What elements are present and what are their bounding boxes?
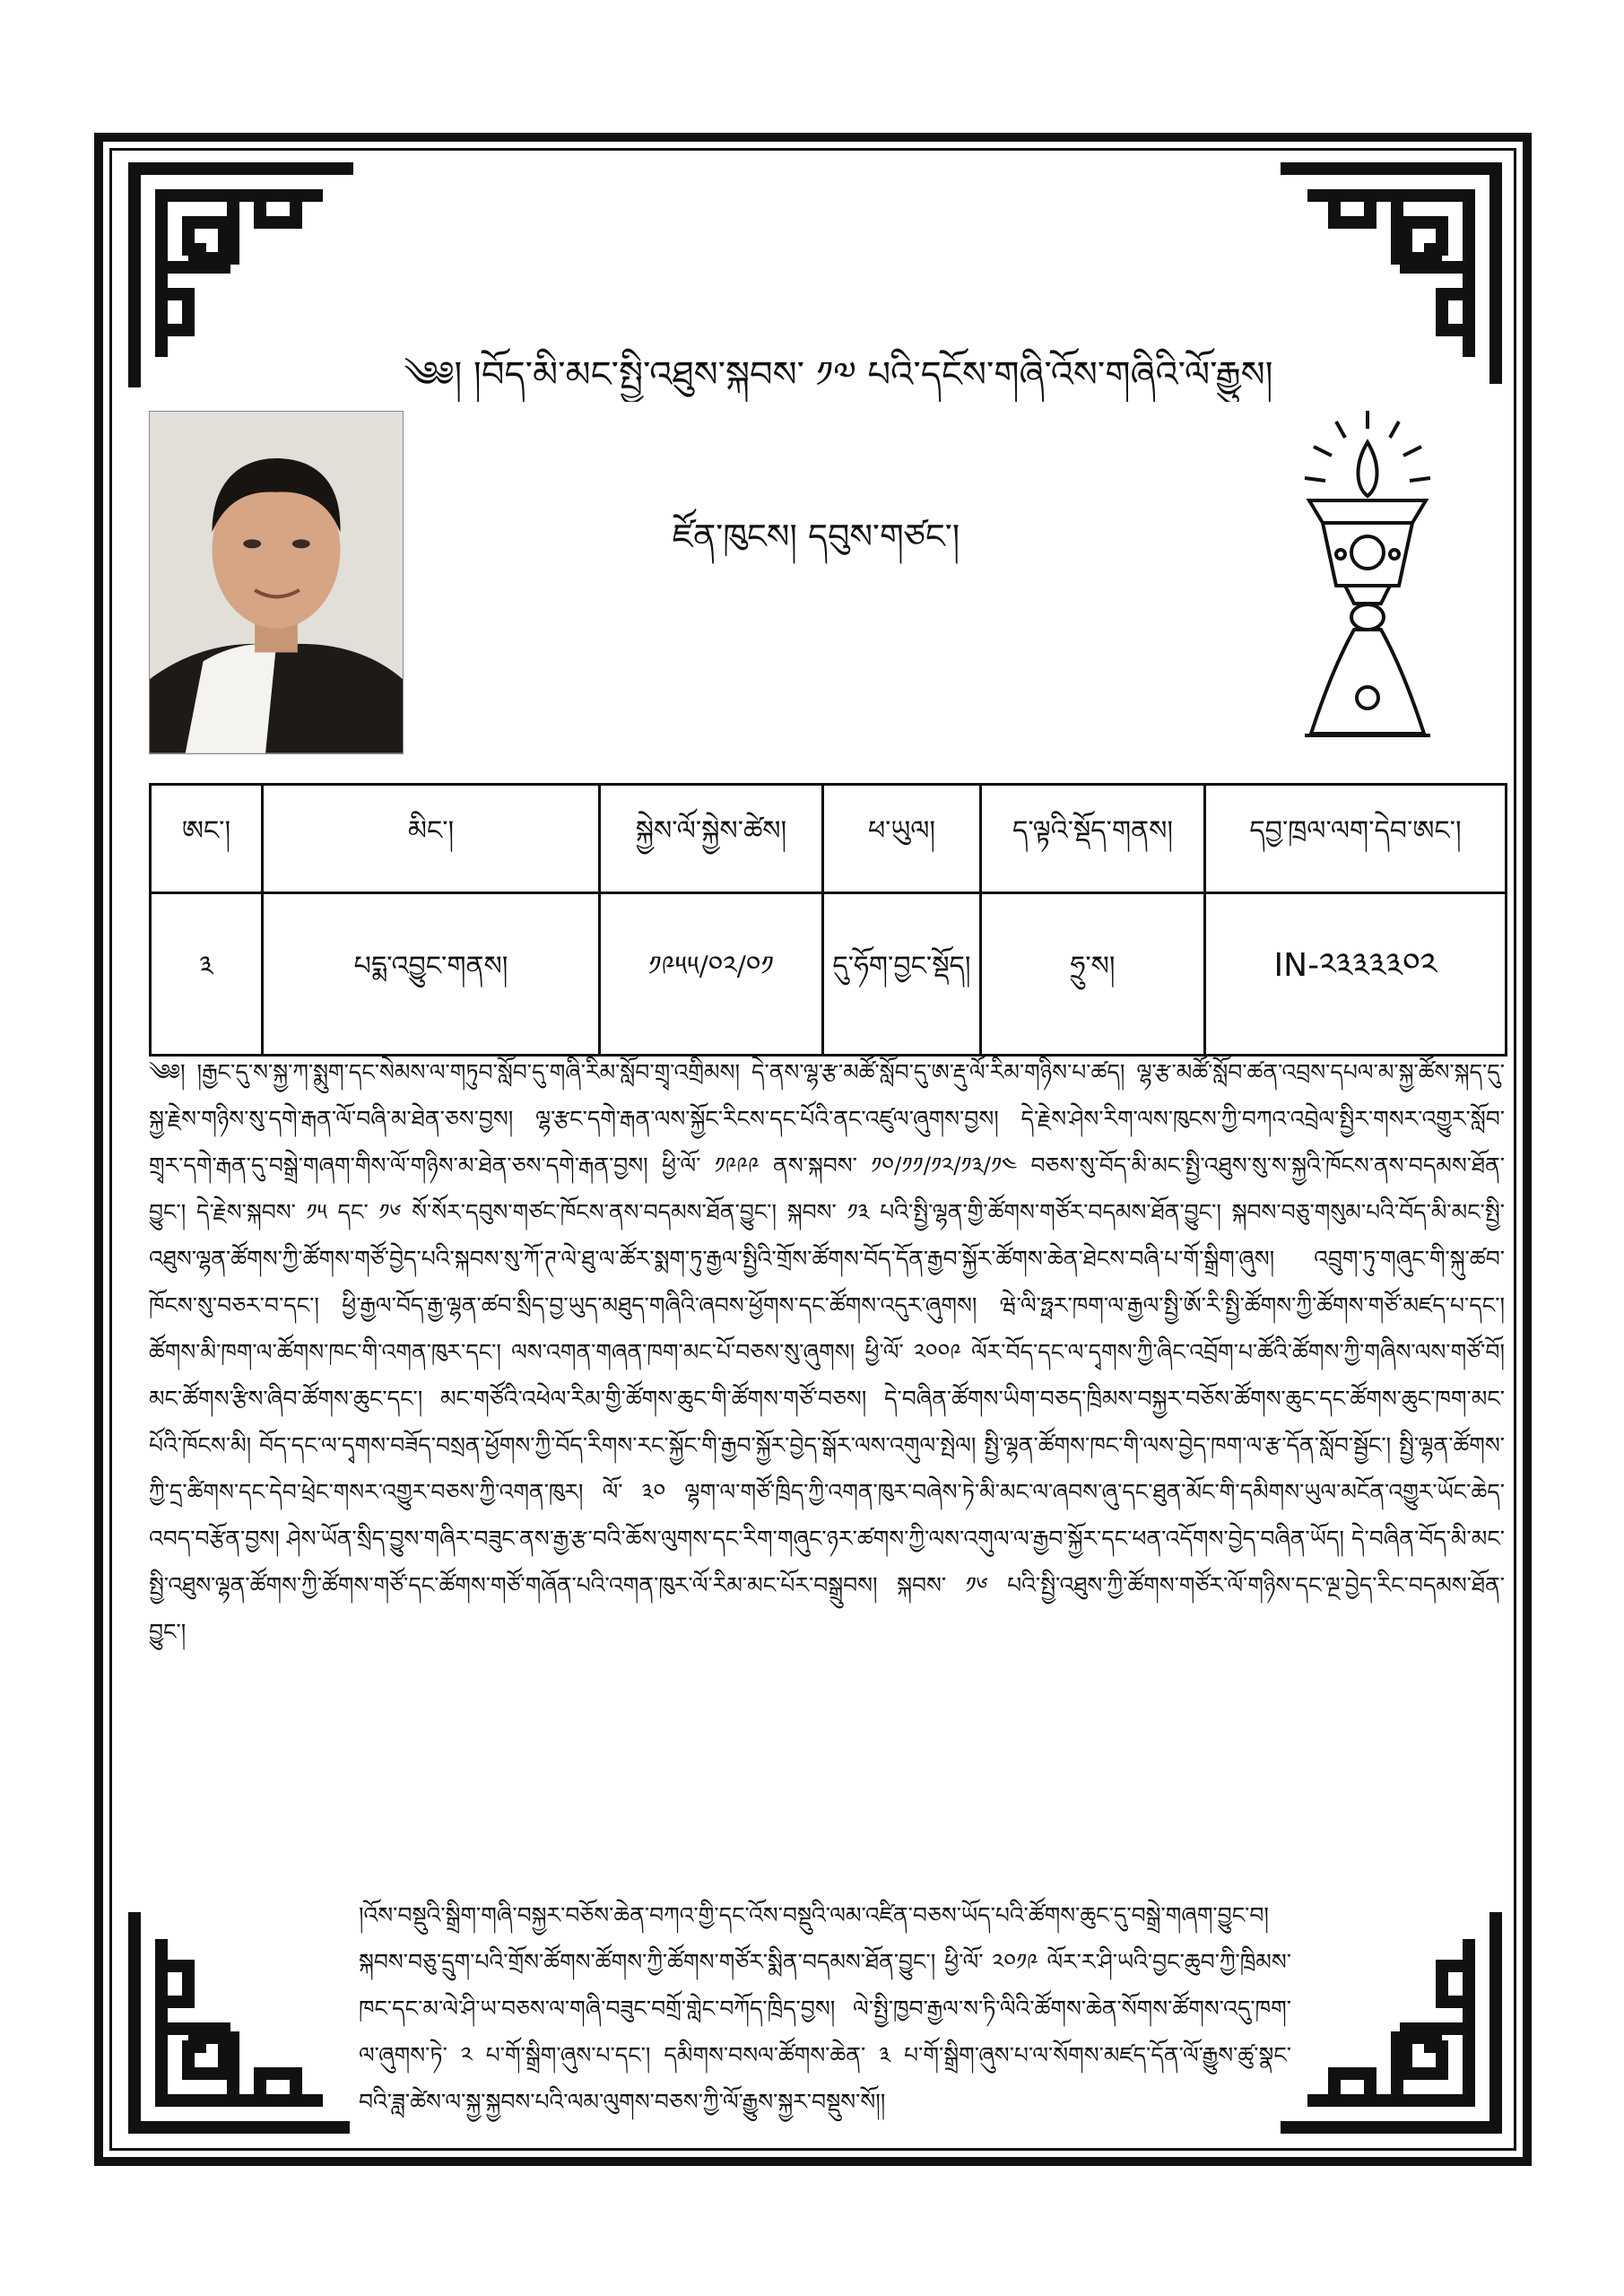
candidate-info-table <box>149 783 1507 1057</box>
knot-corner-icon <box>126 160 359 393</box>
header-residence: ད་ལྟའི་སྡོད་གནས། <box>981 785 1205 893</box>
biography-paragraph: ༄༅། །རྒྱང་དུ་ས་སྐྱ་ཀ་སྨུག་དང་སེམས་ལ་གཏུབ་སློབ་དུ་གཞི་རིམ་སློབ་གྲྭ་འགྲིམས། དེ་ནས་ལྷ་རྩ་མཚོ་སློབ་དུ་ཨ་རྡུ་ལོ་རིམ་གཉིས་པ་ཚད། ལྷ་རྩ་མཚོ་སློབ་ཚན་འབྲས་དཔལ་མ་སྐྱ་ཚོས་སྐད་དུ་སྐྱ་རྗེས་གཉིས་སུ་དགེ་རྒན་ལོ་བཞི་མ་ཐེན་ཅས་བྱས། ལྷ་རྩང་དགེ་རྒན་ལས་སྐྱོང་རིངས་དང་པོའི་ནང་འཛུལ་ཞུགས་བྱས། དེ་རྗེས་ཤེས་རིག་ལས་ཁུངས་ཀྱི་བཀའ་འབྲེལ་སྤྱིར་གསར་འགྱུར་སློབ་གྲྭར་དགེ་རྒན་དུ་བསྒྲེ་གཞག་གིས་ལོ་གཉིས་མ་ཐེན་ཅས་དགེ་རྒན་བྱས། ཕྱི་ལོ་ ༡༩༩༩ ནས་སྐབས་ ༡༠/༡༡/༡༢/༡༣/༡༤ བཅས་སུ་བོད་མི་མང་སྤྱི་འཐུས་སུ་ས་སྐྱའི་ཁོངས་ནས་བདམས་ཐོན་བྱུང་། དེ་རྗེས་སྐབས་ ༡༥ དང་ ༡༦ སོ་སོར་དབུས་གཙང་ཁོངས་ནས་བདམས་ཐོན་བྱུང་། སྐབས་ ༡༣ པའི་སྤྱི་ལྷན་གྱི་ཚོགས་གཙོར་བདམས་ཐོན་བྱུང་། སྐབས་བཅུ་གསུམ་པའི་བོད་མི་མང་སྤྱི་འཐུས་ལྷན་ཚོགས་ཀྱི་ཚོགས་གཙོ་བྱེད་པའི་སྐབས་སུ་ཀོ་ཊ་ལེ་ཐུ་ལ་ཚོར་སྨག་ཏུ་རྒྱལ་སྤྱིའི་གྲོས་ཚོགས་བོད་དོན་རྒྱབ་སྐྱོར་ཚོགས་ཆེན་ཐེངས་བཞི་པ་གོ་སྒྲིག་ཞུས། འབྲུག་ཏུ་གཞུང་གི་སྐུ་ཚབ་ཁོངས་སུ་བཅར་བ་དང་། ཕྱི་རྒྱལ་བོད་རྒྱ་ལྷན་ཚབ་སྲིད་བྱ་ཡུད་མཐུད་གཞིའི་ཞབས་ཕྱོགས་དང་ཚོགས་འདུར་ཞུགས། ཝེ་ལི་ཧྥར་ཁག་ལ་རྒྱལ་སྤྱི་ཨོ་རི་སྤྱི་ཚོགས་ཀྱི་ཚོགས་གཙོ་མཛད་པ་དང་། ཚོགས་མི་ཁག་ལ་ཚོགས་ཁང་གི་འགན་ཁུར་དང་། ལས་འགན་གཞན་ཁག་མང་པོ་བཅས་སུ་ཞུགས། ཕྱི་ལོ་ ༢༠༠༩ ལོར་བོད་དང་ལ་དྭགས་ཀྱི་ཞིང་འབྲོག་པ་ཚོའི་ཚོགས་ཀྱི་གཞིས་ལས་གཙོ་བོ། མང་ཚོགས་རྩིས་ཞིབ་ཚོགས་ཆུང་དང་། མང་གཙོའི་འཕེལ་རིམ་གྱི་ཚོགས་ཆུང་གི་ཚོགས་གཙོ་བཅས། དེ་བཞིན་ཚོགས་ཡིག་བཅད་ཁྲིམས་བསྐྱར་བཅོས་ཚོགས་ཆུང་དང་ཚོགས་ཆུང་ཁག་མང་པོའི་ཁོངས་མི། བོད་དང་ལ་དྭགས་བཟོད་བསྲན་ཕྱོགས་ཀྱི་བོད་རིགས་རང་སྐྱོང་གི་རྒྱབ་སྐྱོར་བྱེད་སྒོར་ལས་འགུལ་སྤེལ། སྤྱི་ལྷན་ཚོགས་ཁང་གི་ལས་བྱེད་ཁག་ལ་རྩ་དོན་སློབ་སྦྱོང་། སྤྱི་ལྷན་ཚོགས་ཀྱི་དྲ་ཚིགས་དང་དེབ་ཕྲེང་གསར་འགྱུར་བཅས་ཀྱི་འགན་ཁུར། ལོ་ ༣༠ ལྷག་ལ་གཙོ་ཁྲིད་ཀྱི་འགན་ཁུར་བཞེས་ཏེ་མི་མང་ལ་ཞབས་ཞུ་དང་ཐུན་མོང་གི་དམིགས་ཡུལ་མངོན་འགྱུར་ཡོང་ཆེད་འབད་བརྩོན་བྱས། ཤེས་ཡོན་སྲིད་བྱུས་གཞིར་བཟུང་ནས་རྒྱ་རྩ་བའི་ཆོས་ལུགས་དང་རིག་གཞུང་ཉར་ཚགས་ཀྱི་ལས་འགུལ་ལ་རྒྱབ་སྐྱོར་དང་ཕན་འདོགས་བྱེད་བཞིན་ཡོད། དེ་བཞིན་བོད་མི་མང་སྤྱི་འཐུས་ལྷན་ཚོགས་ཀྱི་ཚོགས་གཙོ་དང་ཚོགས་གཙོ་གཞོན་པའི་འགན་ཁུར་ལོ་རིམ་མང་པོར་བསྒྲུབས། སྐབས་ ༡༦ པའི་སྤྱི་འཐུས་ཀྱི་ཚོགས་གཙོར་ལོ་གཉིས་དང་ལྔ་བྱེད་རིང་བདམས་ཐོན་བྱུང་། <box>149 1059 1505 1645</box>
biography-closing-paragraph: །འོས་བསྡུའི་སྒྲིག་གཞི་བསྐྱར་བཅོས་ཆེན་བཀའ་གྱི་དང་འོས་བསྡུའི་ལམ་འཛིན་བཅས་ཡོད་པའི་ཚོགས་ཆུང་དུ་བསྒྲེ་གཞག་བྱུང་བ། སྐབས་བཅུ་དྲུག་པའི་གྲོས་ཚོགས་ཚོགས་ཀྱི་ཚོགས་གཙོར་སྨིན་བདམས་ཐོན་བྱུང་། ཕྱི་ལོ་ ༢༠༡༩ ལོར་ར་ཤི་ཡའི་བྱང་ཆུབ་ཀྱི་ཁྲིམས་ཁང་དང་མ་ལེ་ཤི་ཡ་བཅས་ལ་གཞི་བཟུང་བགྲོ་གླེང་བཀོད་ཁྲིད་བྱས། ལེ་སྤྱི་ཁྱབ་རྒྱལ་ས་ཏི་ལིའི་ཚོགས་ཆེན་སོགས་ཚོགས་འདུ་ཁག་ལ་ཞུགས་ཏེ་ ༢ པ་གོ་སྒྲིག་ཞུས་པ་དང་། དམིགས་བསལ་ཚོགས་ཆེན་ ༣ པ་གོ་སྒྲིག་ཞུས་པ་ལ་སོགས་མཛད་དོན་ལོ་རྒྱུས་ཚུ་སྣང་བའི་ཟླ་ཚེས་ལ་སྐྱ་སྐྱབས་པའི་ལམ་ལུགས་བཅས་ཀྱི་ལོ་རྒྱུས་སྐྱར་བསྡུས་སོ།། <box>359 1902 1291 2115</box>
cell-birth-date: ༡༩༥༥/༠༢/༠༡ <box>600 893 823 1056</box>
table-header-row <box>151 785 1507 893</box>
corner-ornament-top-left <box>126 160 359 393</box>
constituency-label: ཛོན་ཁུངས། དབུས་གཙང་། <box>672 517 960 556</box>
cell-name: པདྨ་འབྱུང་གནས། <box>263 893 600 1056</box>
corner-ornament-bottom-right <box>1272 1903 1505 2136</box>
corner-ornament-top-right <box>1272 160 1505 393</box>
header-green-book-id: དབྱ་ཁྲལ་ལག་དེབ་ཨང་། <box>1205 785 1507 893</box>
header-number: ཨང་། <box>151 785 263 893</box>
header-name: མིང་། <box>263 785 600 893</box>
document-title: ༄༅། །བོད་མི་མང་སྤྱི་འཐུས་སྐབས་ ༡༧ པའི་དངོས་གཞི་འོས་གཞིའི་ལོ་རྒྱུས། <box>404 354 1273 396</box>
cell-green-book-id: IN-༢༣༣༣༣༠༢ <box>1205 893 1507 1056</box>
corner-ornament-bottom-left <box>126 1903 359 2136</box>
cell-native-place: དུ་ཧོག་བྱང་སྡོད། <box>823 893 981 1056</box>
header-native-place: ཕ་ཡུལ། <box>823 785 981 893</box>
biography-text <box>149 1049 1505 1892</box>
biography-tail <box>359 1892 1291 2126</box>
header-birth-date: སྐྱེས་ལོ་སྐྱེས་ཚེས། <box>600 785 823 893</box>
candidate-photo <box>149 411 404 754</box>
table-row <box>151 893 1507 1056</box>
butter-lamp-icon <box>1291 402 1444 752</box>
cell-residence: ཧྲུ་ས། <box>981 893 1205 1056</box>
cell-number: ༣ <box>151 893 263 1056</box>
